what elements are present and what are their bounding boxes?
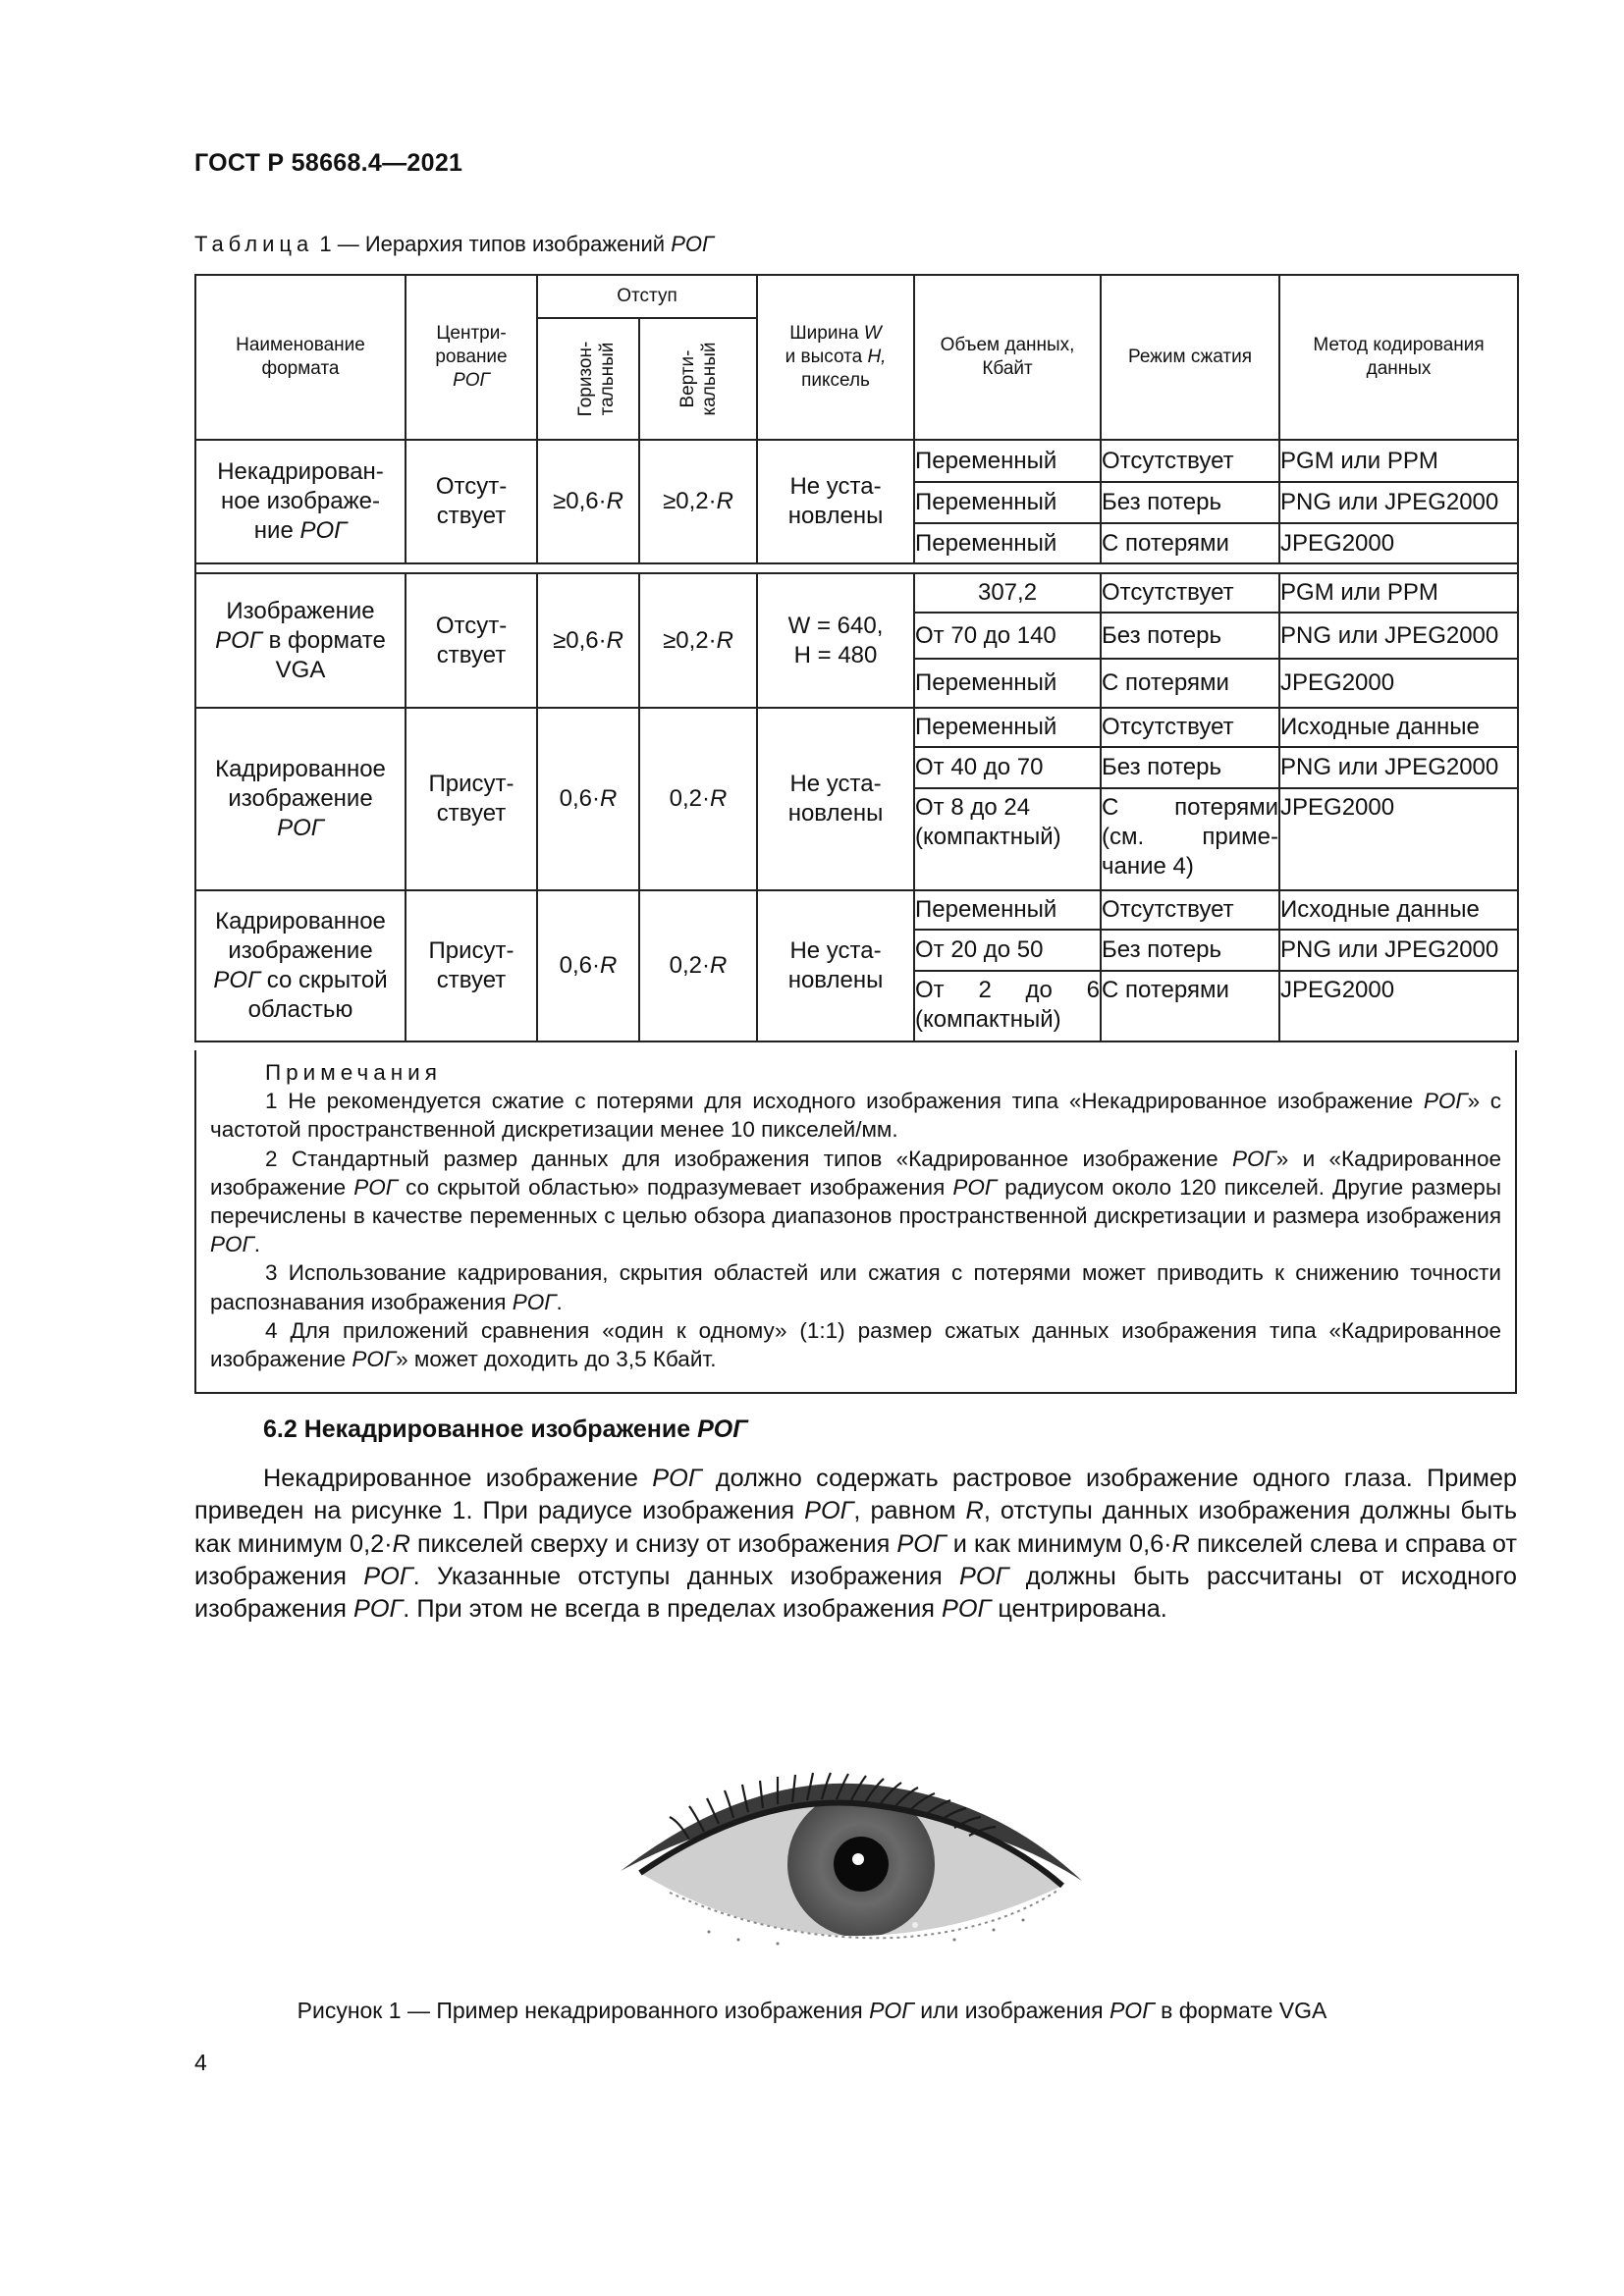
cell-volume: Переменный (914, 708, 1101, 747)
page-number: 4 (194, 2050, 207, 2075)
note-4: 4 Для приложений сравнения «один к одному» (1:1) размер сжатых данных изображения типа «Кадрированное изображение РОГ» может доходить до 3,5 Кбайт. (210, 1317, 1501, 1372)
cell-encoding: JPEG2000 (1279, 523, 1518, 563)
cell-encoding: JPEG2000 (1279, 788, 1518, 890)
cell-volume: От 2 до 6 (компактный) (914, 971, 1101, 1041)
row-v-offset: ≥0,2·R (639, 573, 757, 708)
table-caption-number: 1 — Иерархия типов изображений (319, 232, 666, 256)
cell-encoding: PGM или PPM (1279, 440, 1518, 482)
row-size: Не уста- новлены (757, 890, 914, 1041)
cell-volume: Переменный (914, 890, 1101, 930)
row-size: Не уста- новлены (757, 440, 914, 563)
header-size-h: H, (867, 347, 887, 367)
row-v-offset: ≥0,2·R (639, 440, 757, 563)
cell-volume: 307,2 (914, 573, 1101, 613)
header-offset: Отступ (537, 275, 757, 318)
row-size: W = 640, H = 480 (757, 573, 914, 708)
cell-volume: От 8 до 24 (компактный) (914, 788, 1101, 890)
cell-encoding: JPEG2000 (1279, 971, 1518, 1041)
cell-compression: Без потерь (1101, 930, 1279, 971)
header-size-1: Ширина (789, 323, 859, 344)
notes-title: Примечания (265, 1060, 442, 1085)
eye-image (601, 1763, 1092, 1949)
table-caption (194, 232, 714, 257)
cell-encoding: PGM или PPM (1279, 573, 1518, 613)
row-centering: Присут- ствует (406, 890, 537, 1041)
cell-volume: От 70 до 140 (914, 613, 1101, 659)
document-code: ГОСТ Р 58668.4—2021 (194, 149, 463, 177)
header-volume: Объем данных, Кбайт (914, 275, 1101, 440)
row-format-name: Некадрирован- ное изображе- ние РОГ (195, 440, 406, 563)
cell-compression: Без потерь (1101, 613, 1279, 659)
header-size-3: пиксель (801, 370, 870, 391)
row-h-offset: ≥0,6·R (537, 440, 639, 563)
note-3: 3 Использование кадрирования, скрытия областей или сжатия с потерями может приводить к снижению точности распознавания изображения РОГ. (210, 1260, 1501, 1314)
cell-volume: Переменный (914, 659, 1101, 708)
cell-compression: Отсутствует (1101, 440, 1279, 482)
section-paragraph: Некадрированное изображение РОГ должно содержать растровое изображение одного глаза. Пример приведен на рисунке 1. При радиусе изображения РОГ, равном R, отступы данных изображения должны быть как минимум 0,2·R пикселей сверху и снизу от изображения РОГ и как минимум 0,6·R пикселей слева и справа от изображения РОГ. Указанные отступы данных изображения РОГ должны быть рассчитаны от исходного изображения РОГ. При этом не всегда в пределах изображения РОГ центрирована. (194, 1465, 1518, 1624)
cell-volume: От 40 до 70 (914, 747, 1101, 788)
header-size-2: и высота (785, 347, 863, 367)
cell-compression: С потерями (1101, 523, 1279, 563)
header-encoding: Метод кодирования данных (1279, 275, 1518, 440)
table-caption-prefix: Таблица (194, 232, 314, 256)
cell-encoding: PNG или JPEG2000 (1279, 482, 1518, 523)
note-2: 2 Стандартный размер данных для изображения типов «Кадрированное изображение РОГ» и «Кадрированное изображение РОГ со скрытой областью» подразумевает изображения РОГ радиусом около 120 пикселей. Другие размеры перечислены в качестве переменных с целью обзора диапазонов пространственной дискретизации и размера изображения РОГ. (210, 1146, 1501, 1257)
row-centering: Присут- ствует (406, 708, 537, 890)
header-centering-2: рование (435, 347, 508, 367)
cell-compression: Отсутствует (1101, 708, 1279, 747)
group-spacer (195, 563, 1518, 573)
cell-encoding: Исходные данные (1279, 708, 1518, 747)
row-h-offset: 0,6·R (537, 708, 639, 890)
cell-encoding: Исходные данные (1279, 890, 1518, 930)
header-centering (406, 275, 537, 440)
row-centering: Отсут- ствует (406, 573, 537, 708)
row-h-offset: 0,6·R (537, 890, 639, 1041)
row-v-offset: 0,2·R (639, 890, 757, 1041)
header-centering-rog: РОГ (453, 370, 490, 391)
cell-compression: Отсутствует (1101, 890, 1279, 930)
cell-encoding: PNG или JPEG2000 (1279, 747, 1518, 788)
cell-encoding: PNG или JPEG2000 (1279, 613, 1518, 659)
row-h-offset: ≥0,6·R (537, 573, 639, 708)
row-format-name: Кадрированное изображение РОГ (195, 708, 406, 890)
section-heading: 6.2 Некадрированное изображение РОГ (263, 1415, 748, 1443)
header-vertical: Верти- кальный (639, 318, 757, 440)
header-centering-1: Центри- (436, 323, 507, 344)
row-size: Не уста- новлены (757, 708, 914, 890)
row-centering: Отсут- ствует (406, 440, 537, 563)
cell-volume: Переменный (914, 482, 1101, 523)
cell-compression: Без потерь (1101, 747, 1279, 788)
row-format-name: Кадрированное изображение РОГ со скрытой областью (195, 890, 406, 1041)
cell-compression: Без потерь (1101, 482, 1279, 523)
cell-encoding: JPEG2000 (1279, 659, 1518, 708)
cell-volume: Переменный (914, 440, 1101, 482)
header-compression: Режим сжатия (1101, 275, 1279, 440)
cell-compression: С потерями (1101, 659, 1279, 708)
header-horizontal: Горизон- тальный (537, 318, 639, 440)
table-notes (194, 1050, 1517, 1394)
format-hierarchy-table (194, 274, 1519, 1042)
note-1: 1 Не рекомендуется сжатие с потерями для исходного изображения типа «Некадрированное изображение РОГ» с частотой пространственной дискретизации менее 10 пикселей/мм. (210, 1089, 1502, 1143)
cell-volume: От 20 до 50 (914, 930, 1101, 971)
cell-compression: С потерями (1101, 971, 1279, 1041)
row-format-name: Изображение РОГ в формате VGA (195, 573, 406, 708)
figure-caption: Рисунок 1 — Пример некадрированного изображения РОГ или изображения РОГ в формате VGA (297, 1998, 1327, 2023)
row-v-offset: 0,2·R (639, 708, 757, 890)
table-caption-rog: РОГ (671, 232, 714, 256)
header-format: Наименование формата (195, 275, 406, 440)
pupil-highlight (852, 1853, 864, 1865)
cell-volume: Переменный (914, 523, 1101, 563)
cell-compression: Отсутствует (1101, 573, 1279, 613)
header-size (757, 275, 914, 440)
header-size-w: W (863, 323, 882, 344)
cell-compression: С потерями (см. приме- чание 4) (1101, 788, 1279, 890)
cell-encoding: PNG или JPEG2000 (1279, 930, 1518, 971)
